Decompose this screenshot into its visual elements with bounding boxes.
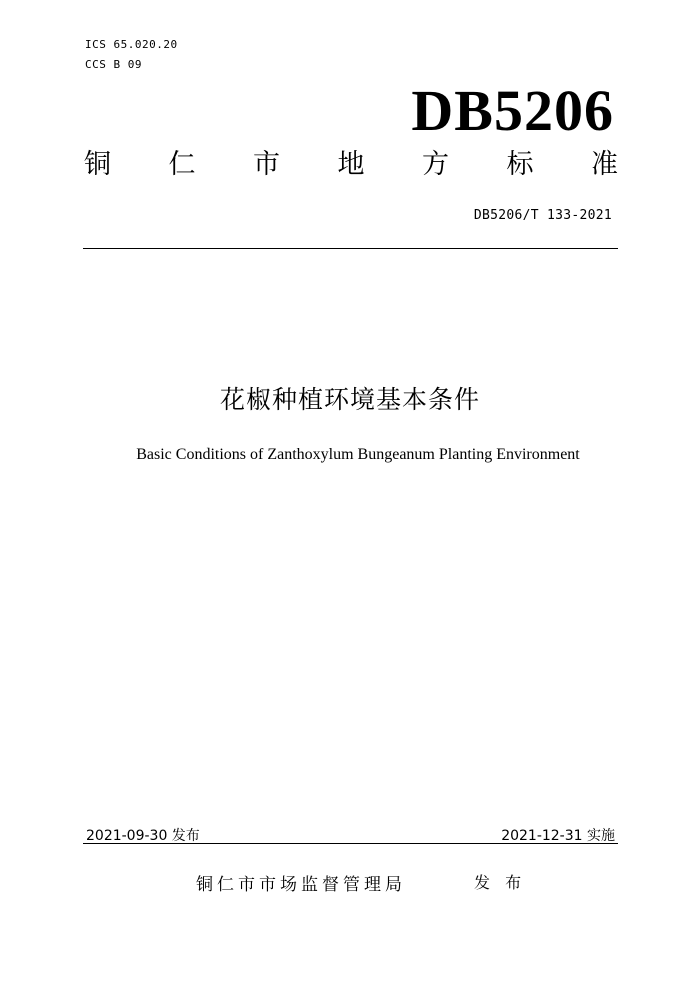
issue-date: 2021-09-30 发布: [86, 828, 200, 844]
standard-type-char: 准: [591, 149, 618, 180]
standard-logo: DB5206: [411, 78, 614, 143]
standard-type-char: 标: [506, 149, 534, 180]
bottom-divider: [83, 843, 618, 844]
standard-number: DB5206/T 133-2021: [473, 208, 612, 223]
standard-type-char: 地: [337, 149, 365, 180]
standard-type-char: 方: [422, 149, 449, 180]
standard-type: [84, 150, 618, 180]
title-chinese: 花椒种植环境基本条件: [219, 385, 480, 414]
ccs-code: CCS B 09: [85, 58, 142, 71]
issuing-authority: 铜仁市市场监督管理局: [196, 875, 406, 895]
standard-type-char: 仁: [168, 149, 196, 180]
ics-code: ICS 65.020.20: [85, 38, 178, 51]
standard-type-char: 市: [253, 149, 280, 180]
implementation-date: 2021-12-31 实施: [501, 828, 615, 844]
standard-type-char: 铜: [84, 149, 111, 180]
title-english: Basic Conditions of Zanthoxylum Bungeanum Planting Environment: [136, 446, 580, 463]
top-divider: [83, 248, 618, 249]
issued-label: 发 布: [474, 873, 527, 892]
